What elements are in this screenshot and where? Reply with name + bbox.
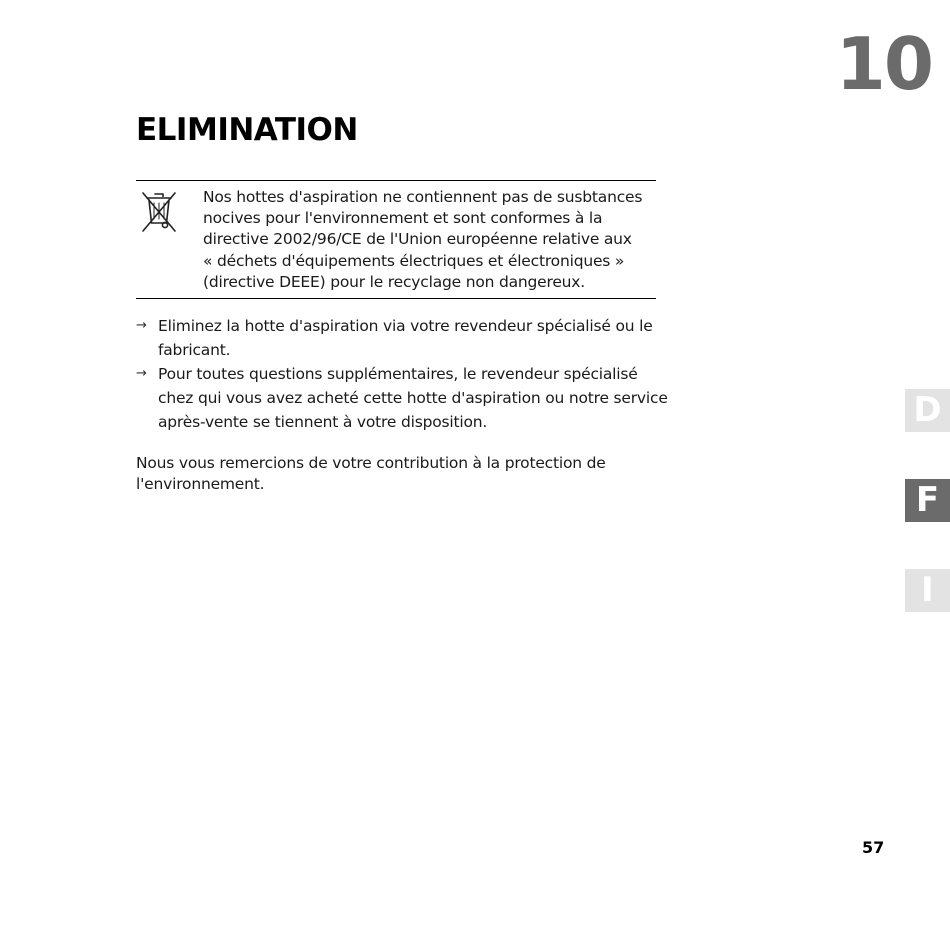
arrow-right-icon: → [136,318,147,333]
closing-line: Nous vous remercions de votre contribution à la protection de [136,454,606,472]
notice-line: (directive DEEE) pour le recyclage non dangereux. [203,272,585,291]
instruction-item [136,314,676,362]
arrow-right-icon: → [136,366,147,381]
notice-line: Nos hottes d'aspiration ne contiennent pas de susbtances [203,188,643,206]
instruction-line: Pour toutes questions supplémentaires, le revendeur spécialisé [158,365,638,383]
weee-notice-box [136,180,656,299]
language-tab-d[interactable]: D [905,389,950,432]
closing-line: l'environnement. [136,475,265,493]
weee-notice-text [203,187,653,293]
notice-line: nocives pour l'environnement et sont conformes à la [203,209,603,228]
language-tab-f[interactable]: F [905,479,950,522]
instruction-item [136,362,676,434]
instruction-list [136,314,676,434]
crossed-out-wheelie-bin-icon [140,189,178,233]
notice-line: « déchets d'équipements électriques et électroniques » [203,251,625,270]
chapter-number: 10 [835,22,932,106]
instruction-line: fabricant. [158,341,231,359]
instruction-line: après-vente se tiennent à votre disposition. [158,413,488,431]
language-tab-i[interactable]: I [905,569,950,612]
instruction-line: chez qui vous avez acheté cette hotte d'aspiration ou notre service [158,389,668,407]
page-number: 57 [862,838,885,857]
page-title: ELIMINATION [136,112,358,148]
notice-line: directive 2002/96/CE de l'Union européenne relative aux [203,230,632,249]
closing-paragraph [136,453,676,495]
instruction-line: Eliminez la hotte d'aspiration via votre revendeur spécialisé ou le [158,317,653,335]
